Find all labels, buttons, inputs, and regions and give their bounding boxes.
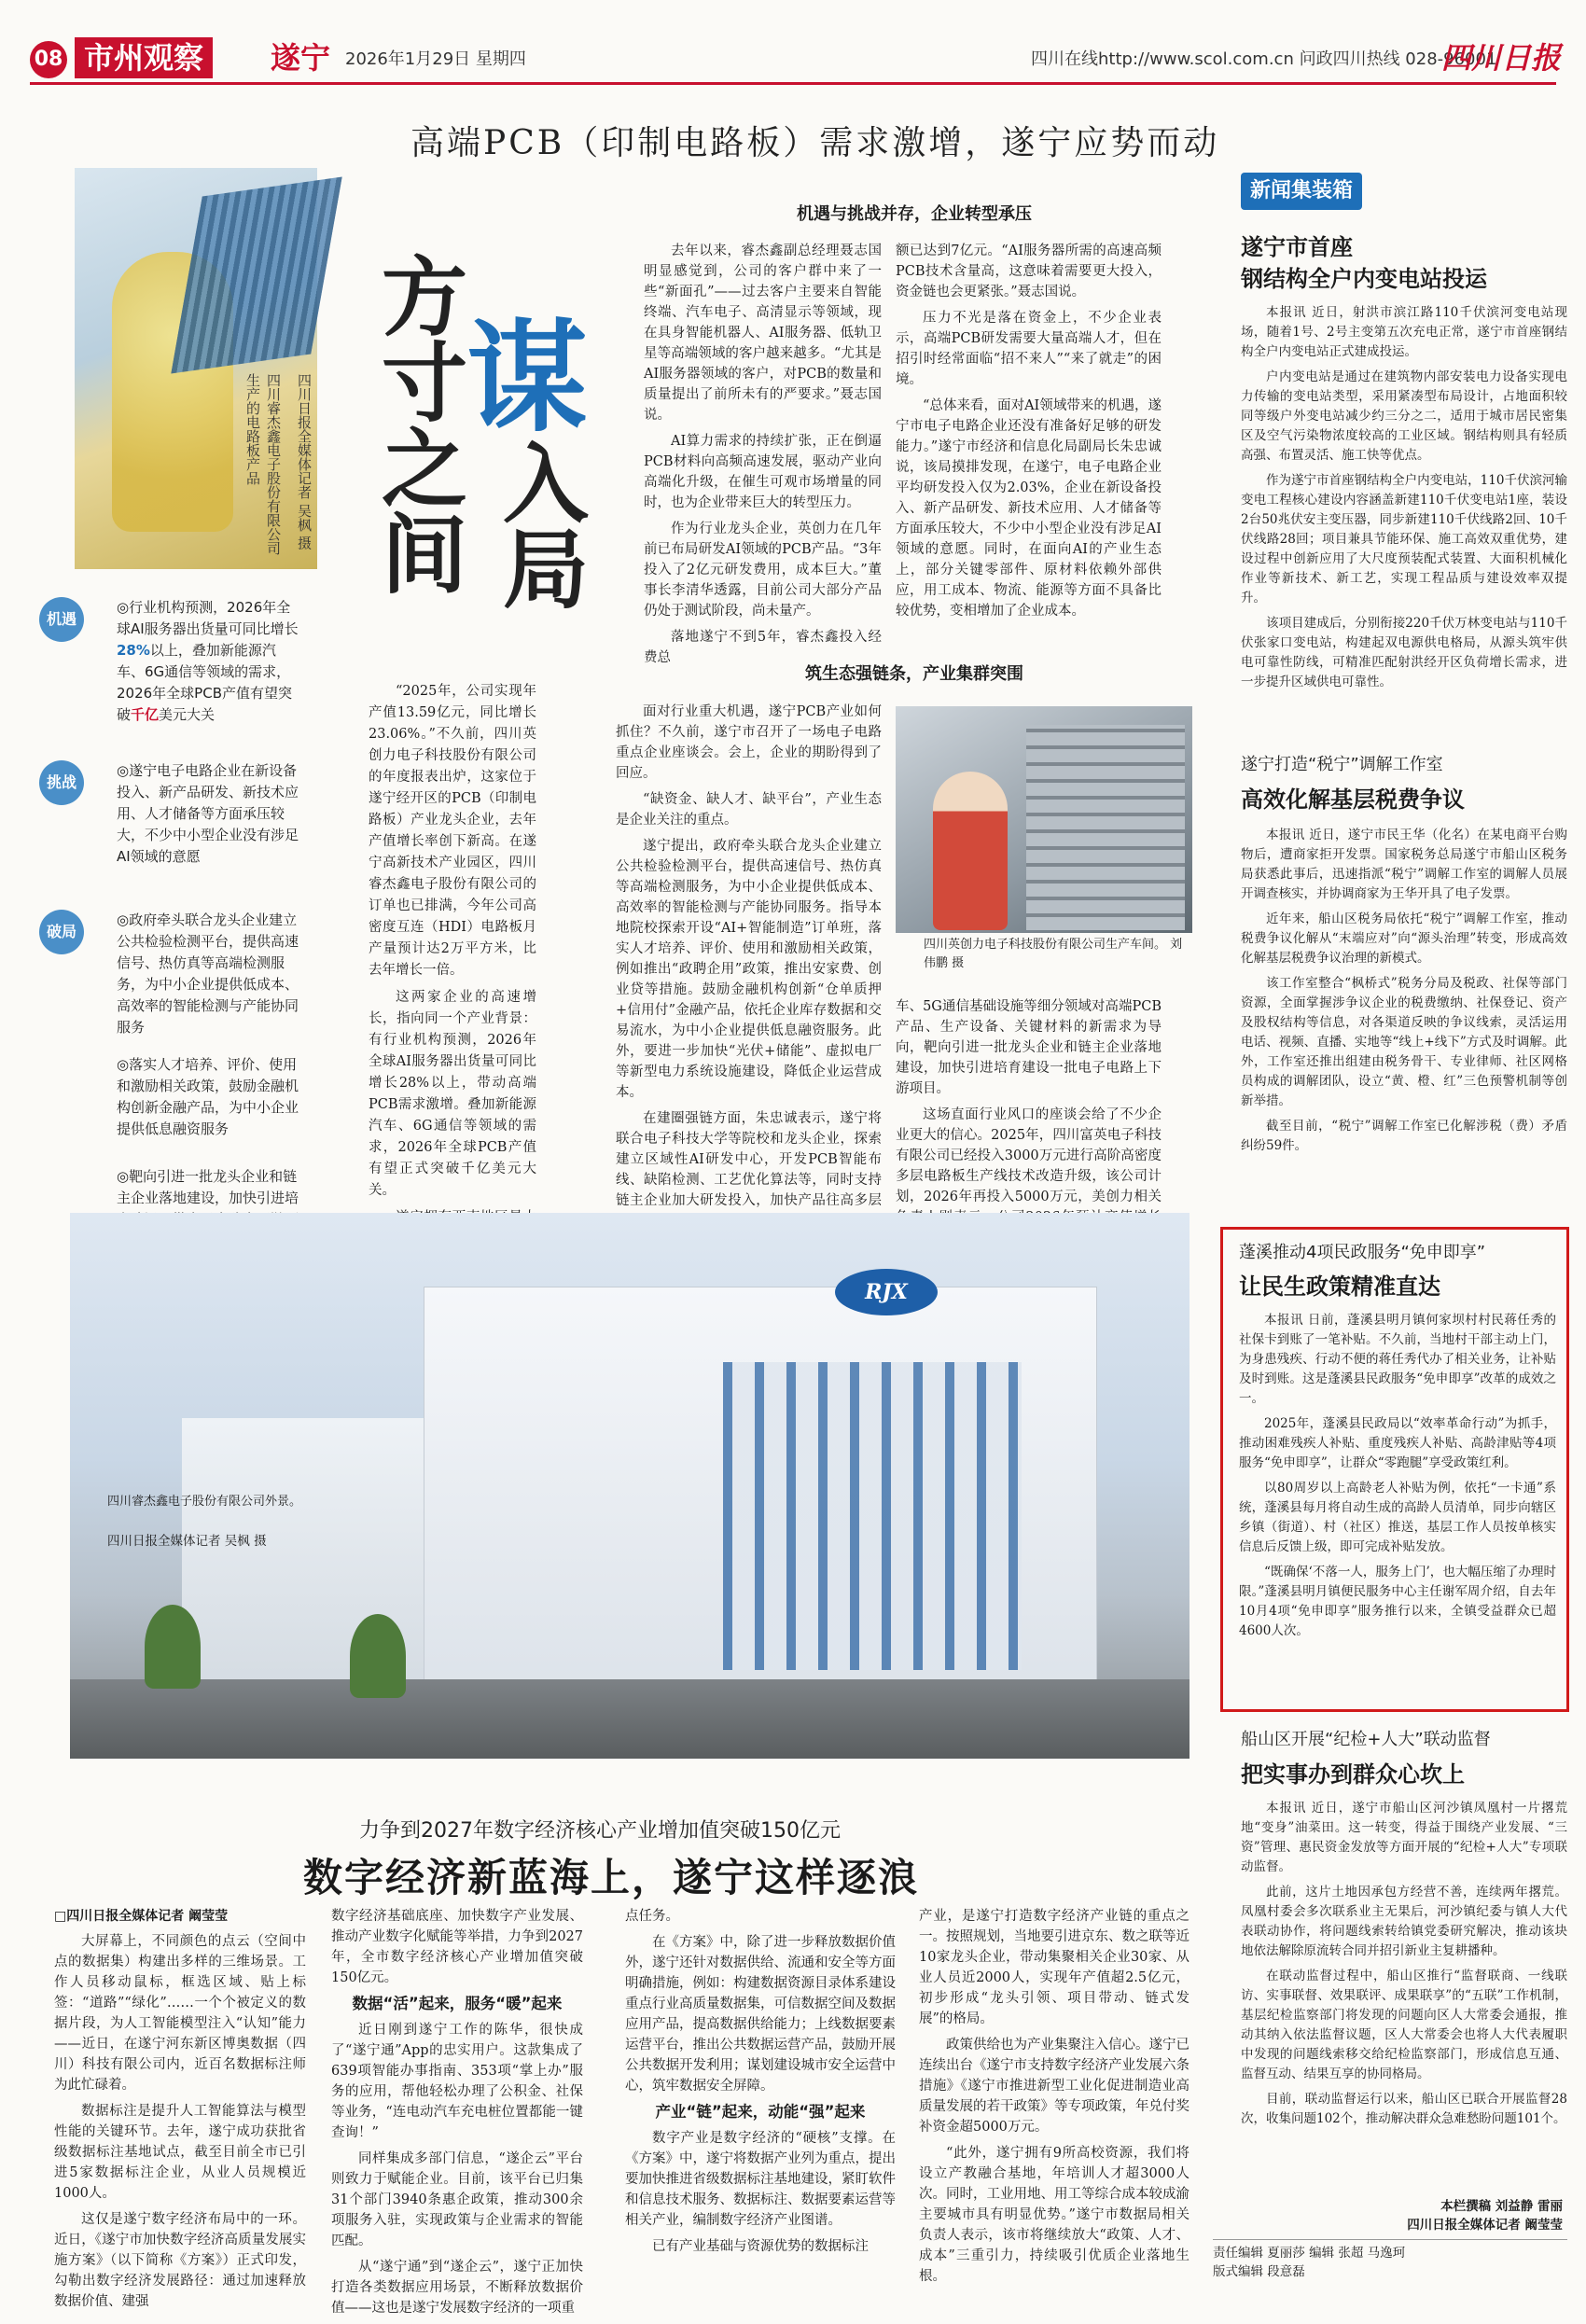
keypoint-text: ◎靶向引进一批龙头企业和链主企业落地建设，加快引进培	[117, 1168, 299, 1206]
keypoint-opportunity	[46, 597, 303, 726]
news2-subtitle: 遂宁打造“税宁”调解工作室	[1241, 755, 1443, 774]
lower-heading-industry: 产业“链”起来，动能“强”起来	[655, 2103, 866, 2121]
news4-title: 把实事办到群众心坎上	[1241, 1761, 1465, 1788]
photo1-byline: 四川日报全媒体记者 吴枫 摄	[296, 373, 313, 550]
section1-column2: 额已达到7亿元。“AI服务器所需的高速高频PCB技术含量高，这意味着需要更大投入，资金链也会更紧张。”聂志国说。 压力不光是落在资金上，不少企业表示，高端PCB研发需要大量高端人才，但在招引时经常面临“招不来人”“来了就走”的困境。 “总体来看，面对AI领域带来的机遇，遂宁市电子电路企业还没有准备好足够的研发能力。”遂宁市经济和信息化局副局长朱忠诚说，该局摸排发现，在遂宁，电子电路企业平均研发投入仅为2.03%，企业在新设备投入、新产品研发、新技术应用、人才储备等方面承压较大，不少中小型企业没有涉足AI领域的意愿。同时，在面向AI的产业生态上，部分关键零部件、原材料依赖外部供应，用工成本、物流、能源等方面不具备比较优势，变相增加了企业成本。	[896, 244, 1162, 619]
keypoint-breakthrough	[46, 910, 303, 1038]
top-title: 高端PCB（印制电路板）需求激增，遂宁应势而动	[410, 124, 1220, 162]
circuit-board	[171, 176, 342, 373]
section2-heading: 筑生态强链条，产业集群突围	[805, 664, 1023, 684]
factory-workshop-photo	[896, 706, 1192, 933]
section1-heading: 机遇与挑战并存，企业转型承压	[797, 204, 1032, 224]
keypoint-icon: 挑战	[39, 760, 84, 805]
header-rule	[30, 82, 1556, 85]
lower-subtitle: 力争到2027年数字经济核心产业增加值突破150亿元	[359, 1819, 841, 1843]
tree	[350, 1614, 406, 1698]
worker-figure	[933, 772, 1008, 930]
news3-body: 本报讯 日前，蓬溪县明月镇何家坝村村民蒋任秀的社保卡到账了一笔补贴。不久前，当地村干部主动上门，为身患残疾、行动不便的蒋任秀代办了相关业务，让补贴及时到账。这是蓬溪县民政服务“免申即享”改革的成效之一。 2025年，蓬溪县民政局以“效率革命行动”为抓手，推动困难残疾人补贴、重度残疾人补贴、高龄津贴等4项服务“免申即享”，让群众“零跑腿”享受政策红利。 以80周岁以上高龄老人补贴为例，依托“一卡通”系统，蓬溪县每月将自动生成的高龄人员清单，同步向辖区乡镇（街道）、村（社区）推送，基层工作人员按单核实信息后反馈上级，即可完成补贴发放。 “既确保‘不落一人，服务上门’，也大幅压缩了办理时限。”蓬溪县明月镇便民服务中心主任谢军周介绍，自去年10月4项“免申即享”服务推行以来，全镇受益群众已超4600人次。	[1239, 1313, 1556, 1638]
page-number: 08	[30, 41, 67, 78]
photo2-byline: 刘伟鹏 摄	[924, 938, 1183, 970]
lower-column2: 数字经济基础底座、加快数字产业发展、推动产业数字化赋能等举措，力争到2027年，全市数字经济核心产业增加值突破150亿元。 数据“活”起来，服务“暖”起来 近日刚到遂宁工作的陈华，很快成了“遂宁通”App的忠实用户。这款集成了639项智能办事指南、353项“掌上办”服务的应用，帮他轻松办理了公积金、社保等业务，“连电动汽车充电桩位置都能一键查询！” 同样集成多部门信息，“遂企云”平台则致力于赋能企业。目前，该平台已归集31个部门3940条惠企政策，推动300余项服务入驻，实现政策与企业需求的智能匹配。 从“遂宁通”到“遂企云”，遂宁正加快打造各类数据应用场景，不断释放数据价值——这也是遂宁发展数字经济的一项重	[331, 1909, 583, 2316]
footer-rule	[1213, 2239, 1567, 2240]
lower-title: 数字经济新蓝海上，遂宁这样逐浪	[303, 1855, 920, 1900]
news1-title: 遂宁市首座 钢结构全户内变电站投运	[1241, 234, 1487, 292]
lower-column3: 点任务。 在《方案》中，除了进一步释放数据价值外，遂宁还针对数据供给、流通和安全等方面明确措施，例如：构建数据资源目录体系建设重点行业高质量数据集，可信数据空间及数据应用产品，提高数据供给能力；上线数据要素运营平台，推出公共数据运营产品，鼓励开展公共数据开发利用；谋划建设城市安全运营中心，筑牢数据安全屏障。 产业“链”起来，动能“强”起来 数字产业是数字经济的“硬核”支撑。在《方案》中，遂宁将数据产业列为重点，提出要加快推进省级数据标注基地建设，紧盯软件和信息技术服务、数据标注、数据要素运营等相关产业，编制数字经济产业图谱。 已有产业基础与资源优势的数据标注	[625, 1909, 896, 2254]
quote-paragraph: 这两家企业的高速增长，指向同一个产业背景：有行业机构预测，2026年全球AI服务器出货量可同比增长28%以上，带动高端PCB需求激增。叠加新能源汽车、6G通信等领域的需求，2026年全球PCB产值有望正式突破千亿美元大关。	[369, 990, 536, 1198]
building-windows	[723, 1362, 1022, 1670]
photo3-caption: 四川睿杰鑫电子股份有限公司外景。	[107, 1495, 302, 1509]
keypoint-talent	[51, 1054, 303, 1140]
keypoint-icon: 机遇	[39, 597, 84, 642]
lower-column1: 大屏幕上，不同颜色的点云（空间中点的数据集）构建出多样的三维场景。工作人员移动鼠标，框选区域、贴上标签：“道路”“绿化”……一个个被定义的数据片段，为人工智能模型注入“认知”能力——近日，在遂宁河东新区博奥数据（四川）科技有限公司内，近百名数据标注师为此忙碌着。 数据标注是提升人工智能算法与模型性能的关键环节。去年，遂宁成功获批省级数据标注基地试点，截至目前全市已引进5家数据标注企业，从业人员规模近1000人。 这仅是遂宁数字经济布局中的一环。近日，《遂宁市加快数字经济高质量发展实施方案》（以下简称《方案》）正式印发，勾勒出数字经济发展路径：通过加速释放数据价值、建强	[54, 1934, 306, 2309]
section2-column2: 车、5G通信基础设施等细分领域对高端PCB产品、生产设备、关键材料的新需求为导向，靶向引进一批龙头企业和链主企业落地建设，加快引进培育建设一批电子电路上下游项目。 这场直面行业风口的座谈会给了不少企业更大的信心。2025年，四川富英电子科技有限公司已经投入3000万元进行高阶高密度多层电路板生产线技术改造升级，该公司计划，2026年再投入5000万元，美创力相关	[896, 999, 1162, 1204]
big-title-part2: 谋	[466, 306, 589, 449]
editor-credits: 责任编辑 夏丽莎 编辑 张超 马逸珂 版式编辑 段意磊	[1213, 2246, 1406, 2279]
lower-byline: □四川日报全媒体记者 阚莹莹	[54, 1909, 229, 1924]
big-title-part1: 方寸之间	[368, 252, 468, 595]
keypoint-text: ◎行业机构预测，2026年全球AI服务器出货量可同比增长28%以上，叠加新能源汽车、6G通信等领域的需求，2026年全球PCB产值有望突破千亿美元大关	[117, 599, 299, 723]
tree	[145, 1605, 201, 1689]
big-title-part3: 入局	[489, 438, 590, 610]
news4-byline: 本栏撰稿 刘益静 雷丽 四川日报全媒体记者 阚莹莹	[1407, 2199, 1563, 2233]
news-container-badge: 新闻集装箱	[1241, 173, 1362, 210]
photo1-caption: 四川睿杰鑫电子股份有限公司生产的电路板产品	[244, 373, 282, 555]
contact-line: 四川在线http://www.scol.com.cn 问政四川热线 028-96001	[1031, 49, 1497, 69]
city-name: 遂宁	[271, 40, 331, 76]
news3-subtitle: 蓬溪推动4项民政服务“免申即享”	[1239, 1243, 1486, 1262]
quote-paragraph: “2025年，公司实现年产值13.59亿元，同比增长23.06%。”不久前，四川英创力电子科技股份有限公司的年度报表出炉，这家位于遂宁经开区的PCB（印制电路板）产业龙头企业，去年产值增长率创下新高。在遂宁高新技术产业园区，四川睿杰鑫电子股份有限公司的订单也已排满，今年公司高密度互连（HDI）电路板月产量预计达2万平方米，比去年增长一倍。	[369, 684, 536, 978]
keypoint-challenge	[46, 760, 303, 868]
photo2-caption: 四川英创力电子科技股份有限公司生产车间。	[924, 938, 1167, 952]
machine-figure	[1026, 725, 1185, 930]
issue-date: 2026年1月29日 星期四	[345, 49, 526, 69]
lower-column4: 产业，是遂宁打造数字经济产业链的重点之一。按照规划，当地要引进京东、数之联等近10家龙头企业，带动集聚相关企业30家、从业人员近2000人，实现年产值超2.5亿元，初步形成“龙头引领、项目带动、链式发展”的格局。 政策供给也为产业集聚注入信心。遂宁已连续出台《遂宁市支持数字经济产业发展六条措施》《遂宁市推进新型工业化促进制造业高质量发展的若干政策》等专项政策，年兑付奖补资金超5000万元。 “此外，遂宁拥有9所高校资源，我们将设立产教融合基地，年培训人才超3000人次。同时，工业用地、用工等综合成本较成渝主要城市具有明显优势。”遂宁市数据局相关负责人表示，该市将继续放大“政策、人才、成本”三重引力，持续吸引优质企业落地生根。	[919, 1909, 1190, 2284]
lower-heading-data: 数据“活”起来，服务“暖”起来	[352, 1995, 563, 2012]
page-header	[0, 0, 1586, 82]
newspaper-logo: 四川日报	[1441, 40, 1562, 76]
ground	[70, 1679, 1190, 1759]
news3-title: 让民生政策精准直达	[1239, 1273, 1440, 1300]
keypoint-icon: 破局	[39, 910, 84, 954]
section2-column1: 面对行业重大机遇，遂宁PCB产业如何抓住？不久前，遂宁市召开了一场电子电路重点企业座谈会。会上，企业的期盼得到了回应。 “缺资金、缺人才、缺平台”，产业生态是企业关注的重点。 遂宁提出，政府牵头联合龙头企业建立公共检验检测平台，提供高速信号、热仿真等高端检测服务，为中小企业提供低成本、高效率的智能检测与产能协同服务。指导本地院校探索开设“AI+智能制造”订单班，落实人才培养、评价、使用和激励相关政策，例如推出“政聘企用”政策，推出安家费、创业贷等措施。鼓励金融机构创新“仓单质押+信用付”金融产品，依托企业库存数据和交易流水，为中小企业提供低息融资服务。此外，要进一步加快“光伏+储能”、虚拟电厂等新型电力系统设施建设，降低企业运营成本。 在建圈强链方面，朱忠诚表示，遂宁将联合电子科技大学等院校和龙头企业，探索建立区域性AI研发中心，开发PCB智能布线、缺陷检测、工艺优化算法等，同时支持链主企业加大研发投入，加快产品往高多层	[616, 704, 882, 1208]
keypoint-text: ◎政府牵头联合龙头企业建立公共检验检测平台，提供高速信号、热仿真等高端检测服务，为中小企业提供低成本、高效率的智能检测与产能协同服务	[117, 912, 299, 1036]
news4-body: 本报讯 近日，遂宁市船山区河沙镇凤凰村一片撂荒地“变身”油菜田。这一转变，得益于围绕产业发展、“三资”管理、惠民资金发放等方面开展的“纪检+人大”专项联动监督。 此前，这片土地因承包方经营不善，连续两年撂荒。凤凰村委会多次联系业主无果后，河沙镇纪委与镇人大代表联动协作，将问题线索转给镇党委研究解决，推动该块地依法解除原流转合同并招引新业主复耕播种。 在联动监督过程中，船山区推行“监督联商、一线联访、实事联督、效果联评、成果联享”的“五联”工作机制，基层纪检监察部门将发现的问题向区人大常委会通报，推动其纳入依法监督议题，区人大常委会也将人大代表履职中发现的问题线索移交给纪检监察部门，形成信息互通、监督互动、结果互享的协同格局。 目前，联动监督运行以来，船山区已联合开展监督28次，收集问题102个，推动解决群众急难愁盼问题101个。	[1241, 1801, 1567, 2126]
news1-body: 本报讯 近日，射洪市滨江路110千伏滨河变电站现场，随着1号、2号主变第五次充电正常，遂宁市首座钢结构全户内变电站正式建成投运。 户内变电站是通过在建筑物内部安装电力设备实现电力传输的变电站类型，采用紧凑型布局设计，占地面积较同等级户外变电站减少约三分之二，适用于城市居民密集区及空气污染物浓度较高的工业区域。钢结构则具有轻质高强、布置灵活、施工快等优点。 作为遂宁市首座钢结构全户内变电站，110千伏滨河输变电工程核心建设内容涵盖新建110千伏变电站1座，装设2台50兆伏安主变压器，同步新建110千伏线路2回、10千伏线路28回；项目兼具节能环保、施工高效双重优势，建设过程中创新应用了大尺度预装配式装置、大面积机械化作业等新技术、新工艺，实现工程品质与建设效率双提升。 该项目建成后，分别衔接220千伏万林变电站与110千伏张家口变电站，构建起双电源供电格局，从源头筑牢供电可靠性防线，可精准匹配射洪经开区负荷增长需求，进一步提升区域供电可靠性。	[1241, 305, 1567, 689]
news2-title: 高效化解基层税费争议	[1241, 786, 1465, 813]
news2-body: 本报讯 近日，遂宁市民王华（化名）在某电商平台购物后，遭商家拒开发票。国家税务总局遂宁市船山区税务局获悉此事后，迅速指派“税宁”调解工作室的调解人员展开调查核实，并协调商家为王华开具了电子发票。 近年来，船山区税务局依托“税宁”调解工作室，推动税费争议化解从“末端应对”向“源头治理”转变，形成高效化解基层税费争议治理的新模式。 该工作室整合“枫桥式”税务分局及税政、社保等部门资源，全面掌握涉争议企业的税费缴纳、社保登记、资产及股权结构等信息，对各渠道反映的争议线索，灵活运用电话、视频、直播、实地等“线上+线下”方式及时调解。此外，工作室还推出组建由税务骨干、专业律师、社区网格员构成的调解团队，设立“黄、橙、红”三色预警机制等创新举措。 截至目前，“税宁”调解工作室已化解涉税（费）矛盾纠纷59件。	[1241, 828, 1567, 1153]
keypoint-text: ◎落实人才培养、评价、使用和激励相关政策，鼓励金融机构创新金融产品，为中小企业提供低息融资服务	[117, 1056, 299, 1137]
factory-exterior-photo	[70, 1213, 1190, 1759]
company-logo: RJX	[835, 1269, 938, 1315]
section-name: 市州观察	[75, 37, 213, 78]
photo3-byline: 四川日报全媒体记者 吴枫 摄	[107, 1534, 267, 1549]
photo2-caption-block	[924, 936, 1194, 973]
keypoint-text: ◎遂宁电子电路企业在新设备投入、新产品研发、新技术应用、人才储备等方面承压较大，不少中小型企业没有涉足AI领域的意愿	[117, 762, 299, 865]
section1-column1: 去年以来，睿杰鑫副总经理聂志国明显感觉到，公司的客户群中来了一些“新面孔”——过去客户主要来自智能终端、汽车电子、高清显示等领域，现在具身智能机器人、AI服务器、低轨卫星等高端领域的客户越来越多。“尤其是AI服务器领域的客户，对PCB的数量和质量提出了前所未有的严要求。”聂志国说。 AI算力需求的持续扩张，正在倒逼PCB材料向高频高速发展，驱动产业向高端化升级，在催生可观市场增量的同时，也为企业带来巨大的转型压力。 作为行业龙头企业，英创力在几年前已布局研发AI领域的PCB产品。“3年投入了2亿元研发费用，成本巨大。”董事长李清华透露，目前公司大部分产品仍处于测试阶段，尚未量产。 落地遂宁不到5年，睿杰鑫投入经费总	[644, 244, 882, 665]
news4-subtitle: 船山区开展“纪检+人大”联动监督	[1241, 1730, 1491, 1749]
